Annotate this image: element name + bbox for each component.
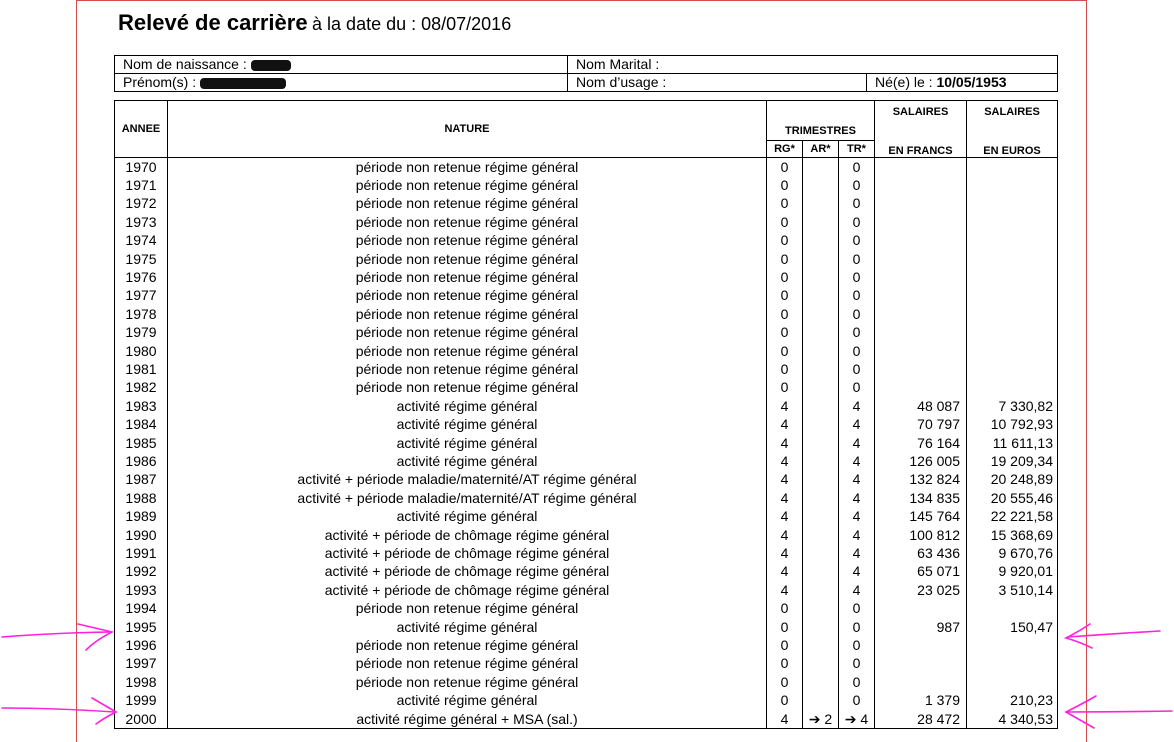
header-tr: TR* bbox=[839, 140, 875, 157]
row-tr: 0 bbox=[839, 691, 875, 709]
row-salary-euros: 150,47 bbox=[967, 618, 1058, 636]
row-salary-francs bbox=[875, 342, 967, 360]
table-row bbox=[115, 526, 1058, 544]
row-salary-euros: 10 792,93 bbox=[967, 415, 1058, 433]
row-ar bbox=[803, 544, 839, 562]
row-rg: 0 bbox=[767, 286, 803, 304]
row-rg: 4 bbox=[767, 415, 803, 433]
row-year: 1989 bbox=[115, 507, 168, 525]
row-rg: 0 bbox=[767, 691, 803, 709]
row-nature: activité régime général + MSA (sal.) bbox=[168, 710, 767, 729]
row-ar bbox=[803, 415, 839, 433]
row-year: 1997 bbox=[115, 654, 168, 672]
career-table bbox=[114, 100, 1058, 729]
row-year: 1979 bbox=[115, 323, 168, 341]
row-nature: activité régime général bbox=[168, 434, 767, 452]
row-ar bbox=[803, 213, 839, 231]
row-ar bbox=[803, 452, 839, 470]
row-salary-francs: 28 472 bbox=[875, 710, 967, 729]
header-year: ANNEE bbox=[115, 101, 168, 158]
row-nature: activité + période de chômage régime général bbox=[168, 526, 767, 544]
row-ar bbox=[803, 507, 839, 525]
row-nature: période non retenue régime général bbox=[168, 268, 767, 286]
row-ar bbox=[803, 618, 839, 636]
row-nature: période non retenue régime général bbox=[168, 342, 767, 360]
row-salary-euros: 4 340,53 bbox=[967, 710, 1058, 729]
row-salary-francs bbox=[875, 599, 967, 617]
row-salary-francs: 100 812 bbox=[875, 526, 967, 544]
row-tr: 0 bbox=[839, 305, 875, 323]
row-ar bbox=[803, 562, 839, 580]
table-row bbox=[115, 636, 1058, 654]
row-salary-euros: 11 611,13 bbox=[967, 434, 1058, 452]
table-row bbox=[115, 562, 1058, 580]
row-rg: 4 bbox=[767, 434, 803, 452]
row-ar bbox=[803, 176, 839, 194]
table-row bbox=[115, 268, 1058, 286]
born-label: Né(e) le : bbox=[875, 74, 933, 90]
row-tr: 4 bbox=[839, 452, 875, 470]
row-salary-euros bbox=[967, 599, 1058, 617]
first-name-label: Prénom(s) : bbox=[123, 74, 197, 90]
row-ar bbox=[803, 305, 839, 323]
row-salary-francs bbox=[875, 250, 967, 268]
row-year: 1986 bbox=[115, 452, 168, 470]
row-rg: 0 bbox=[767, 268, 803, 286]
row-tr: 0 bbox=[839, 599, 875, 617]
table-row bbox=[115, 434, 1058, 452]
row-nature: activité régime général bbox=[168, 415, 767, 433]
row-tr: 0 bbox=[839, 176, 875, 194]
row-nature: période non retenue régime général bbox=[168, 213, 767, 231]
row-ar bbox=[803, 268, 839, 286]
header-salaires-francs: SALAIRES bbox=[875, 101, 967, 141]
page-title bbox=[118, 10, 511, 36]
row-ar bbox=[803, 378, 839, 396]
born-cell bbox=[867, 74, 1058, 92]
row-salary-euros: 22 221,58 bbox=[967, 507, 1058, 525]
row-rg: 0 bbox=[767, 360, 803, 378]
row-tr: 0 bbox=[839, 268, 875, 286]
row-rg: 4 bbox=[767, 710, 803, 729]
table-row bbox=[115, 654, 1058, 672]
row-year: 1974 bbox=[115, 231, 168, 249]
row-year: 1982 bbox=[115, 378, 168, 396]
row-nature: activité + période maladie/maternité/AT régime général bbox=[168, 470, 767, 488]
row-year: 2000 bbox=[115, 710, 168, 729]
row-tr: 4 bbox=[839, 581, 875, 599]
row-salary-euros: 210,23 bbox=[967, 691, 1058, 709]
row-ar bbox=[803, 636, 839, 654]
table-row bbox=[115, 599, 1058, 617]
row-tr: 0 bbox=[839, 157, 875, 176]
row-tr: ➔ 4 bbox=[839, 710, 875, 729]
row-rg: 0 bbox=[767, 213, 803, 231]
row-salary-euros bbox=[967, 323, 1058, 341]
table-row bbox=[115, 507, 1058, 525]
row-rg: 0 bbox=[767, 176, 803, 194]
redacted-birth-name bbox=[251, 60, 291, 71]
table-row bbox=[115, 305, 1058, 323]
row-salary-francs bbox=[875, 636, 967, 654]
row-rg: 0 bbox=[767, 599, 803, 617]
row-rg: 0 bbox=[767, 323, 803, 341]
row-tr: 0 bbox=[839, 323, 875, 341]
row-ar bbox=[803, 581, 839, 599]
row-tr: 4 bbox=[839, 526, 875, 544]
table-row bbox=[115, 286, 1058, 304]
row-ar bbox=[803, 250, 839, 268]
row-nature: période non retenue régime général bbox=[168, 176, 767, 194]
row-ar bbox=[803, 342, 839, 360]
row-salary-euros bbox=[967, 305, 1058, 323]
row-year: 1991 bbox=[115, 544, 168, 562]
row-tr: 0 bbox=[839, 194, 875, 212]
usage-name-label: Nom d’usage : bbox=[576, 74, 667, 90]
table-row bbox=[115, 452, 1058, 470]
row-salary-euros bbox=[967, 157, 1058, 176]
row-year: 1972 bbox=[115, 194, 168, 212]
row-nature: période non retenue régime général bbox=[168, 286, 767, 304]
row-salary-francs: 76 164 bbox=[875, 434, 967, 452]
row-rg: 4 bbox=[767, 526, 803, 544]
row-ar bbox=[803, 673, 839, 691]
row-salary-francs bbox=[875, 176, 967, 194]
row-salary-euros: 15 368,69 bbox=[967, 526, 1058, 544]
row-year: 1996 bbox=[115, 636, 168, 654]
table-row bbox=[115, 673, 1058, 691]
table-row bbox=[115, 691, 1058, 709]
row-rg: 0 bbox=[767, 250, 803, 268]
table-row bbox=[115, 360, 1058, 378]
table-row bbox=[115, 176, 1058, 194]
row-tr: 4 bbox=[839, 489, 875, 507]
row-ar bbox=[803, 599, 839, 617]
table-row bbox=[115, 194, 1058, 212]
header-en-francs: EN FRANCS bbox=[875, 140, 967, 157]
marital-name-cell bbox=[568, 56, 1058, 74]
row-tr: 4 bbox=[839, 507, 875, 525]
table-row bbox=[115, 250, 1058, 268]
row-rg: 0 bbox=[767, 618, 803, 636]
row-year: 1995 bbox=[115, 618, 168, 636]
row-salary-francs: 1 379 bbox=[875, 691, 967, 709]
row-tr: 0 bbox=[839, 250, 875, 268]
row-salary-francs: 23 025 bbox=[875, 581, 967, 599]
row-year: 1994 bbox=[115, 599, 168, 617]
row-salary-euros bbox=[967, 378, 1058, 396]
header-rg: RG* bbox=[767, 140, 803, 157]
row-salary-francs: 48 087 bbox=[875, 397, 967, 415]
row-salary-francs: 126 005 bbox=[875, 452, 967, 470]
row-year: 1987 bbox=[115, 470, 168, 488]
row-salary-euros: 7 330,82 bbox=[967, 397, 1058, 415]
row-rg: 0 bbox=[767, 673, 803, 691]
table-row bbox=[115, 231, 1058, 249]
row-salary-francs: 65 071 bbox=[875, 562, 967, 580]
row-nature: activité + période de chômage régime général bbox=[168, 581, 767, 599]
row-year: 1970 bbox=[115, 157, 168, 176]
row-nature: activité régime général bbox=[168, 691, 767, 709]
row-ar bbox=[803, 231, 839, 249]
row-year: 1976 bbox=[115, 268, 168, 286]
row-rg: 4 bbox=[767, 397, 803, 415]
first-name-cell bbox=[115, 74, 568, 92]
row-ar bbox=[803, 434, 839, 452]
row-salary-francs: 134 835 bbox=[875, 489, 967, 507]
row-nature: période non retenue régime général bbox=[168, 250, 767, 268]
row-year: 1993 bbox=[115, 581, 168, 599]
row-year: 1975 bbox=[115, 250, 168, 268]
title-date: à la date du : 08/07/2016 bbox=[312, 14, 512, 34]
row-nature: période non retenue régime général bbox=[168, 378, 767, 396]
row-year: 1977 bbox=[115, 286, 168, 304]
row-salary-francs: 145 764 bbox=[875, 507, 967, 525]
row-salary-francs: 987 bbox=[875, 618, 967, 636]
table-row bbox=[115, 157, 1058, 176]
table-row bbox=[115, 378, 1058, 396]
row-nature: période non retenue régime général bbox=[168, 157, 767, 176]
row-salary-francs bbox=[875, 157, 967, 176]
row-nature: période non retenue régime général bbox=[168, 654, 767, 672]
row-salary-euros bbox=[967, 250, 1058, 268]
row-salary-euros: 20 555,46 bbox=[967, 489, 1058, 507]
row-salary-francs bbox=[875, 194, 967, 212]
row-rg: 4 bbox=[767, 489, 803, 507]
header-en-euros: EN EUROS bbox=[967, 140, 1058, 157]
row-ar bbox=[803, 157, 839, 176]
career-rows bbox=[115, 157, 1058, 729]
row-salary-euros bbox=[967, 636, 1058, 654]
row-year: 1999 bbox=[115, 691, 168, 709]
row-year: 1971 bbox=[115, 176, 168, 194]
row-salary-francs bbox=[875, 654, 967, 672]
row-rg: 0 bbox=[767, 378, 803, 396]
row-tr: 0 bbox=[839, 231, 875, 249]
row-tr: 4 bbox=[839, 470, 875, 488]
row-salary-francs bbox=[875, 360, 967, 378]
row-salary-francs bbox=[875, 673, 967, 691]
row-year: 1981 bbox=[115, 360, 168, 378]
table-row bbox=[115, 397, 1058, 415]
table-row bbox=[115, 489, 1058, 507]
header-ar: AR* bbox=[803, 140, 839, 157]
row-tr: 0 bbox=[839, 286, 875, 304]
row-ar bbox=[803, 286, 839, 304]
row-rg: 4 bbox=[767, 507, 803, 525]
row-nature: période non retenue régime général bbox=[168, 599, 767, 617]
row-salary-euros bbox=[967, 360, 1058, 378]
row-nature: activité + période de chômage régime général bbox=[168, 544, 767, 562]
row-rg: 0 bbox=[767, 342, 803, 360]
row-salary-euros bbox=[967, 673, 1058, 691]
row-salary-euros bbox=[967, 286, 1058, 304]
table-row bbox=[115, 618, 1058, 636]
row-ar bbox=[803, 526, 839, 544]
row-year: 1980 bbox=[115, 342, 168, 360]
row-rg: 0 bbox=[767, 654, 803, 672]
row-tr: 0 bbox=[839, 618, 875, 636]
row-salary-francs: 70 797 bbox=[875, 415, 967, 433]
birth-name-cell bbox=[115, 56, 568, 74]
row-tr: 0 bbox=[839, 654, 875, 672]
row-salary-francs bbox=[875, 231, 967, 249]
row-nature: période non retenue régime général bbox=[168, 305, 767, 323]
row-rg: 4 bbox=[767, 452, 803, 470]
row-rg: 0 bbox=[767, 305, 803, 323]
table-row bbox=[115, 581, 1058, 599]
table-row bbox=[115, 213, 1058, 231]
row-ar bbox=[803, 194, 839, 212]
row-salary-euros: 9 670,76 bbox=[967, 544, 1058, 562]
row-ar bbox=[803, 470, 839, 488]
born-date: 10/05/1953 bbox=[936, 74, 1007, 90]
row-salary-francs bbox=[875, 286, 967, 304]
row-salary-euros: 3 510,14 bbox=[967, 581, 1058, 599]
row-tr: 0 bbox=[839, 213, 875, 231]
table-row bbox=[115, 342, 1058, 360]
row-salary-euros bbox=[967, 213, 1058, 231]
row-nature: période non retenue régime général bbox=[168, 360, 767, 378]
row-ar bbox=[803, 323, 839, 341]
row-nature: période non retenue régime général bbox=[168, 673, 767, 691]
header-salaires-euros: SALAIRES bbox=[967, 101, 1058, 141]
row-year: 1973 bbox=[115, 213, 168, 231]
row-year: 1985 bbox=[115, 434, 168, 452]
table-row bbox=[115, 415, 1058, 433]
row-year: 1992 bbox=[115, 562, 168, 580]
row-salary-euros bbox=[967, 654, 1058, 672]
row-salary-euros bbox=[967, 268, 1058, 286]
row-ar bbox=[803, 654, 839, 672]
table-row bbox=[115, 470, 1058, 488]
row-rg: 0 bbox=[767, 636, 803, 654]
usage-name-cell bbox=[568, 74, 867, 92]
row-tr: 4 bbox=[839, 415, 875, 433]
row-salary-francs bbox=[875, 378, 967, 396]
row-year: 1990 bbox=[115, 526, 168, 544]
row-tr: 0 bbox=[839, 636, 875, 654]
row-tr: 4 bbox=[839, 434, 875, 452]
row-salary-francs: 132 824 bbox=[875, 470, 967, 488]
row-ar: ➔ 2 bbox=[803, 710, 839, 729]
row-rg: 0 bbox=[767, 194, 803, 212]
row-ar bbox=[803, 397, 839, 415]
row-tr: 4 bbox=[839, 544, 875, 562]
table-row bbox=[115, 323, 1058, 341]
identity-table bbox=[114, 55, 1058, 92]
marital-name-label: Nom Marital : bbox=[576, 56, 660, 72]
row-salary-euros: 9 920,01 bbox=[967, 562, 1058, 580]
row-nature: activité régime général bbox=[168, 452, 767, 470]
row-year: 1978 bbox=[115, 305, 168, 323]
row-salary-francs bbox=[875, 323, 967, 341]
row-nature: période non retenue régime général bbox=[168, 323, 767, 341]
header-trimestres: TRIMESTRES bbox=[767, 101, 875, 141]
row-ar bbox=[803, 489, 839, 507]
row-tr: 0 bbox=[839, 342, 875, 360]
row-year: 1988 bbox=[115, 489, 168, 507]
row-nature: activité régime général bbox=[168, 618, 767, 636]
row-year: 1983 bbox=[115, 397, 168, 415]
row-tr: 0 bbox=[839, 378, 875, 396]
row-rg: 4 bbox=[767, 562, 803, 580]
row-year: 1984 bbox=[115, 415, 168, 433]
row-salary-euros bbox=[967, 342, 1058, 360]
row-salary-euros: 20 248,89 bbox=[967, 470, 1058, 488]
row-nature: période non retenue régime général bbox=[168, 194, 767, 212]
row-nature: activité + période maladie/maternité/AT régime général bbox=[168, 489, 767, 507]
row-nature: activité + période de chômage régime général bbox=[168, 562, 767, 580]
row-rg: 4 bbox=[767, 470, 803, 488]
row-nature: activité régime général bbox=[168, 397, 767, 415]
row-salary-euros bbox=[967, 194, 1058, 212]
row-salary-francs: 63 436 bbox=[875, 544, 967, 562]
redacted-first-name bbox=[200, 78, 286, 89]
row-salary-euros bbox=[967, 176, 1058, 194]
row-rg: 0 bbox=[767, 231, 803, 249]
table-row bbox=[115, 544, 1058, 562]
row-tr: 0 bbox=[839, 673, 875, 691]
row-ar bbox=[803, 691, 839, 709]
row-tr: 4 bbox=[839, 562, 875, 580]
row-nature: activité régime général bbox=[168, 507, 767, 525]
row-salary-euros bbox=[967, 231, 1058, 249]
row-salary-euros: 19 209,34 bbox=[967, 452, 1058, 470]
title-main: Relevé de carrière bbox=[118, 10, 308, 35]
row-tr: 0 bbox=[839, 360, 875, 378]
row-salary-francs bbox=[875, 268, 967, 286]
row-nature: période non retenue régime général bbox=[168, 636, 767, 654]
row-salary-francs bbox=[875, 305, 967, 323]
row-rg: 0 bbox=[767, 157, 803, 176]
row-salary-francs bbox=[875, 213, 967, 231]
row-ar bbox=[803, 360, 839, 378]
row-tr: 4 bbox=[839, 397, 875, 415]
row-year: 1998 bbox=[115, 673, 168, 691]
row-rg: 4 bbox=[767, 581, 803, 599]
birth-name-label: Nom de naissance : bbox=[123, 56, 247, 72]
header-nature: NATURE bbox=[168, 101, 767, 158]
row-nature: période non retenue régime général bbox=[168, 231, 767, 249]
table-row bbox=[115, 710, 1058, 729]
row-rg: 4 bbox=[767, 544, 803, 562]
